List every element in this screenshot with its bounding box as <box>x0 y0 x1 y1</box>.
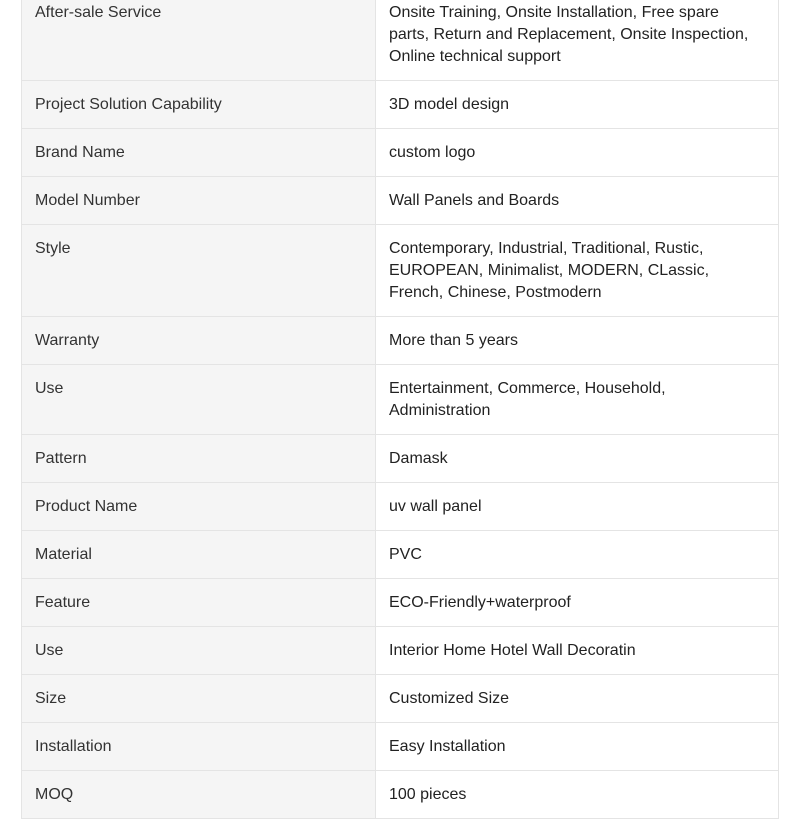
spec-label: After-sale Service <box>22 0 376 81</box>
spec-label: Use <box>22 627 376 675</box>
spec-label: Material <box>22 531 376 579</box>
spec-value: Contemporary, Industrial, Traditional, Rustic, EUROPEAN, Minimalist, MODERN, CLassic, French, Chinese, Postmodern <box>376 225 779 317</box>
spec-value: Entertainment, Commerce, Household, Administration <box>376 365 779 435</box>
spec-value: 3D model design <box>376 81 779 129</box>
table-row <box>22 317 779 365</box>
table-row <box>22 435 779 483</box>
spec-value: Wall Panels and Boards <box>376 177 779 225</box>
spec-value: Customized Size <box>376 675 779 723</box>
table-row <box>22 365 779 435</box>
spec-value: uv wall panel <box>376 483 779 531</box>
table-row <box>22 81 779 129</box>
table-row <box>22 579 779 627</box>
spec-label: Size <box>22 675 376 723</box>
table-row <box>22 675 779 723</box>
table-row <box>22 129 779 177</box>
spec-label: Feature <box>22 579 376 627</box>
spec-label: Style <box>22 225 376 317</box>
spec-label: Pattern <box>22 435 376 483</box>
spec-value: 100 pieces <box>376 771 779 819</box>
spec-value: More than 5 years <box>376 317 779 365</box>
spec-value: Interior Home Hotel Wall Decoratin <box>376 627 779 675</box>
table-row <box>22 771 779 819</box>
table-row <box>22 177 779 225</box>
spec-label: Brand Name <box>22 129 376 177</box>
table-row <box>22 531 779 579</box>
spec-value: PVC <box>376 531 779 579</box>
spec-value: Easy Installation <box>376 723 779 771</box>
spec-value: Onsite Training, Onsite Installation, Free spare parts, Return and Replacement, Onsite Inspection, Online technical support <box>376 0 779 81</box>
spec-label: Product Name <box>22 483 376 531</box>
table-row <box>22 483 779 531</box>
spec-label: Project Solution Capability <box>22 81 376 129</box>
spec-label: Model Number <box>22 177 376 225</box>
spec-value: custom logo <box>376 129 779 177</box>
table-row <box>22 225 779 317</box>
spec-value: Damask <box>376 435 779 483</box>
spec-label: Warranty <box>22 317 376 365</box>
product-specification-table <box>21 0 779 819</box>
table-row <box>22 723 779 771</box>
spec-label: Installation <box>22 723 376 771</box>
spec-label: MOQ <box>22 771 376 819</box>
table-row <box>22 627 779 675</box>
spec-label: Use <box>22 365 376 435</box>
table-row <box>22 0 779 81</box>
spec-value: ECO-Friendly+waterproof <box>376 579 779 627</box>
